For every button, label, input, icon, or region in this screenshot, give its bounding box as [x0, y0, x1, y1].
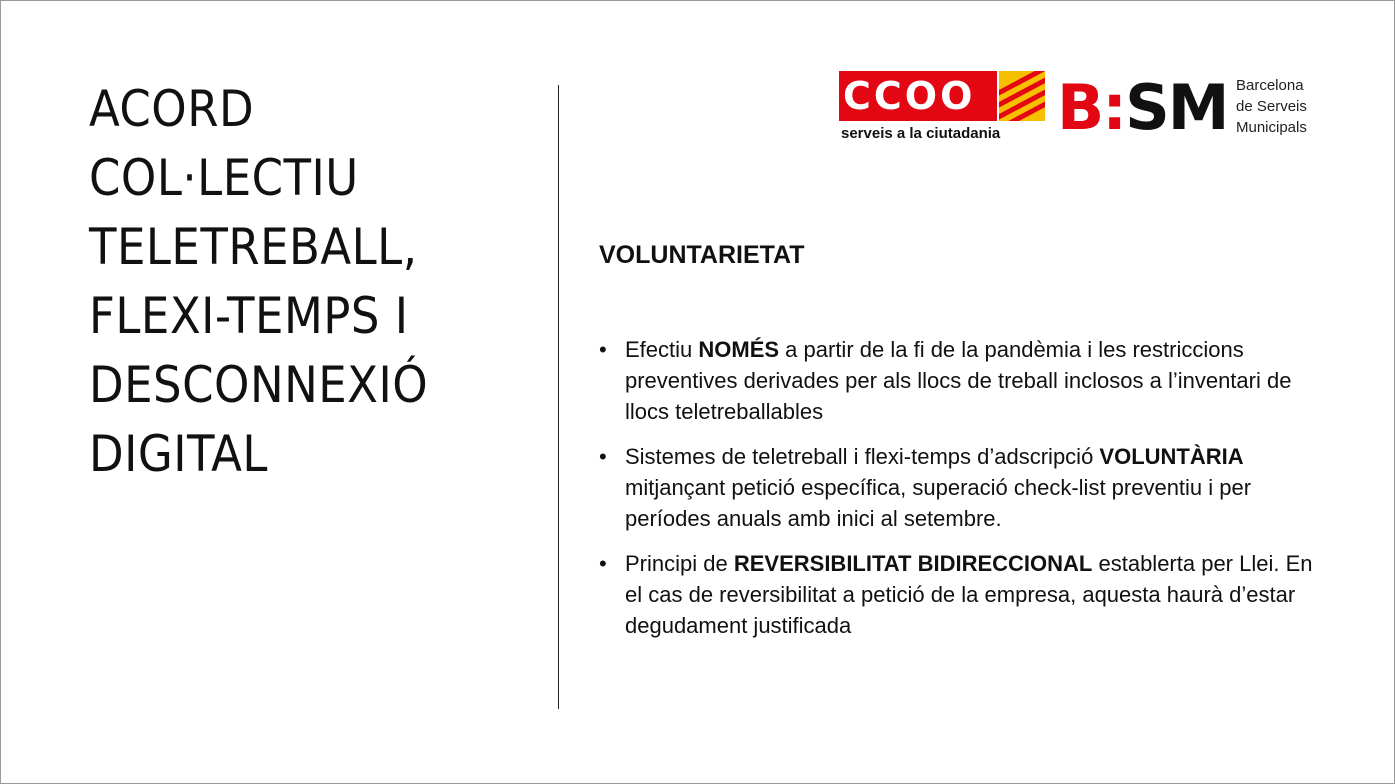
catalan-flag-icon: [999, 71, 1045, 121]
bsm-sm: SM: [1125, 71, 1228, 144]
bullet-dot: •: [599, 444, 607, 469]
slide-title: [89, 75, 529, 489]
bsm-name-line: Barcelona: [1236, 77, 1304, 94]
bullet-text-part: mitjançant petició específica, superació check-list preventiu i per períodes anuals amb inici al setembre.: [625, 475, 1252, 531]
vertical-divider: [558, 85, 559, 709]
ccoo-tagline: serveis a la ciutadania: [841, 125, 1001, 142]
bullet-text-part: establerta per Llei. En el cas de reversibilitat a petició de la empresa, aquesta haurà d’estar degudament justificada: [625, 551, 1313, 638]
bullet-emphasis: NOMÉS: [698, 337, 780, 362]
title-line: ACORD: [89, 80, 255, 138]
bsm-logo: [1057, 73, 1227, 143]
bullet-text-part: Efectiu: [625, 337, 699, 362]
title-line: DIGITAL: [89, 425, 268, 483]
bsm-b: B: [1057, 71, 1103, 144]
bullet-emphasis: VOLUNTÀRIA: [1099, 444, 1244, 469]
bullet-text-part: Principi de: [625, 551, 734, 576]
bsm-colon: :: [1102, 71, 1126, 144]
logos: [839, 69, 1314, 145]
bullet-emphasis: REVERSIBILITAT BIDIRECCIONAL: [733, 551, 1093, 576]
bullet-text: [625, 334, 1319, 427]
section-heading: VOLUNTARIETAT: [599, 241, 805, 269]
title-line: COL·LECTIU: [89, 149, 359, 207]
title-line: DESCONNEXIÓ: [89, 356, 429, 414]
bullet-list: [599, 334, 1319, 655]
bullet-item: [599, 441, 1319, 534]
bsm-name-line: Municipals: [1236, 119, 1307, 136]
bsm-name: [1236, 75, 1307, 138]
bullet-text: [625, 441, 1319, 534]
bullet-text-part: Sistemes de teletreball i flexi-temps d’adscripció: [625, 444, 1100, 469]
bullet-text: [625, 548, 1319, 641]
title-line: TELETREBALL,: [89, 218, 418, 276]
ccoo-logo: [839, 69, 1045, 145]
bullet-item: [599, 334, 1319, 427]
bsm-name-line: de Serveis: [1236, 98, 1307, 115]
title-line: FLEXI-TEMPS I: [89, 287, 409, 345]
bullet-text-part: a partir de la fi de la pandèmia i les restriccions preventives derivades per als llocs de treball inclosos a l’inventari de llocs teletreballables: [625, 337, 1292, 424]
bullet-item: [599, 548, 1319, 641]
bullet-dot: •: [599, 337, 607, 362]
ccoo-letters: CCOO: [843, 74, 976, 118]
bullet-dot: •: [599, 551, 607, 576]
